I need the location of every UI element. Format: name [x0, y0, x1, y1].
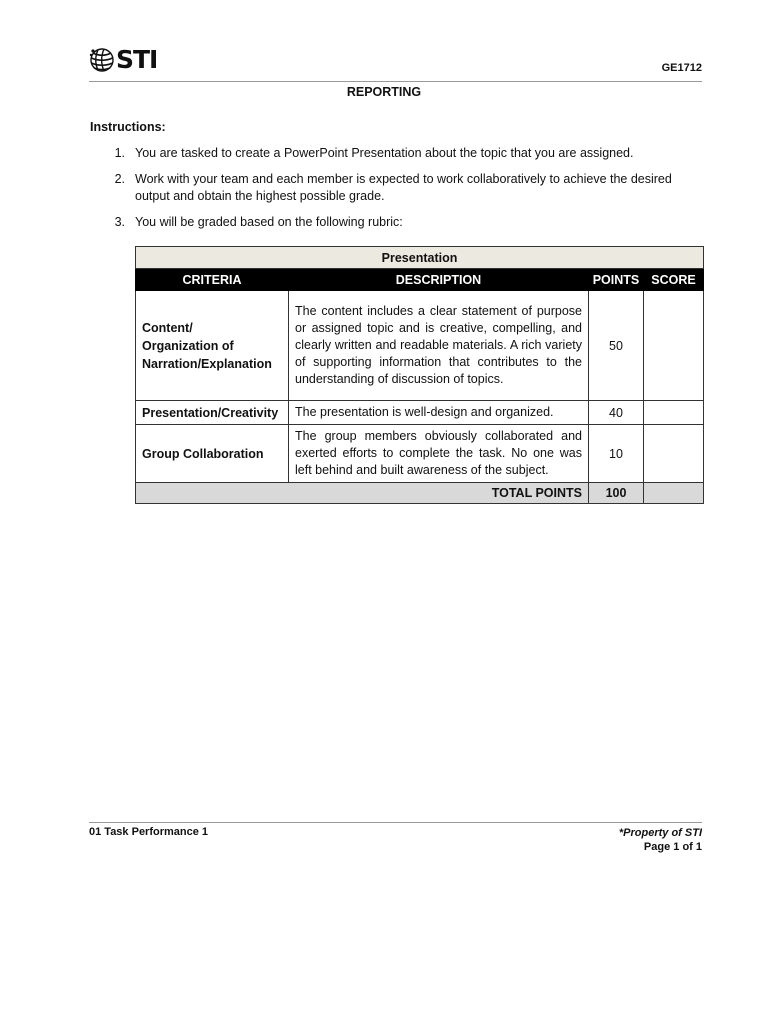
- list-item: [90, 145, 700, 162]
- sti-logo: [89, 46, 157, 74]
- total-score[interactable]: [644, 483, 704, 504]
- column-header-description: DESCRIPTION: [289, 269, 589, 291]
- total-label: TOTAL POINTS: [136, 483, 589, 504]
- points-cell: 50: [589, 291, 644, 401]
- column-header-score: SCORE: [644, 269, 704, 291]
- points-cell: 10: [589, 425, 644, 483]
- instructions-heading: Instructions:: [90, 120, 166, 134]
- page-header: [89, 44, 702, 82]
- page-footer: [89, 822, 702, 853]
- list-number: 1.: [114, 146, 125, 160]
- logo-text: STI: [116, 45, 158, 74]
- table-row: [136, 425, 704, 483]
- points-cell: 40: [589, 401, 644, 425]
- table-caption-row: [136, 247, 704, 269]
- criteria-cell: Presentation/Creativity: [136, 401, 289, 425]
- table-caption: Presentation: [136, 247, 704, 269]
- list-text: Work with your team and each member is expected to work collaboratively to achieve the desired output and obtain the highest possible grade.: [135, 172, 672, 203]
- description-cell: The content includes a clear statement of purpose or assigned topic and is creative, compelling, and clearly written and readable materials. A rich variety of supporting information that contributes to the understanding of discussion of topics.: [289, 291, 589, 401]
- score-cell[interactable]: [644, 401, 704, 425]
- description-cell: The group members obviously collaborated and exerted efforts to complete the task. No one was left behind and built awareness of the subject.: [289, 425, 589, 483]
- table-row: [136, 291, 704, 401]
- list-number: 2.: [114, 172, 125, 186]
- criteria-cell: Content/ Organization of Narration/Explanation: [136, 291, 289, 401]
- table-row: [136, 401, 704, 425]
- total-points: 100: [589, 483, 644, 504]
- globe-icon: [89, 46, 115, 74]
- instruction-list: [90, 145, 700, 240]
- property-notice: *Property of STI: [618, 827, 702, 839]
- course-code: GE1712: [661, 62, 702, 74]
- score-cell[interactable]: [644, 425, 704, 483]
- footer-document-name: 01 Task Performance 1: [89, 826, 209, 838]
- column-header-points: POINTS: [589, 269, 644, 291]
- list-number: 3.: [114, 215, 125, 229]
- rubric-table: [135, 246, 704, 504]
- list-text: You are tasked to create a PowerPoint Presentation about the topic that you are assigned.: [135, 146, 634, 160]
- list-item: [90, 171, 700, 205]
- table-header-row: [136, 269, 704, 291]
- list-text: You will be graded based on the following rubric:: [135, 215, 403, 229]
- criteria-cell: Group Collaboration: [136, 425, 289, 483]
- list-item: [90, 214, 700, 231]
- score-cell[interactable]: [644, 291, 704, 401]
- page-number: Page 1 of 1: [643, 841, 702, 853]
- document-title: REPORTING: [346, 85, 422, 99]
- total-row: [136, 483, 704, 504]
- column-header-criteria: CRITERIA: [136, 269, 289, 291]
- description-cell: The presentation is well-design and organized.: [289, 401, 589, 425]
- footer-right: [619, 826, 702, 854]
